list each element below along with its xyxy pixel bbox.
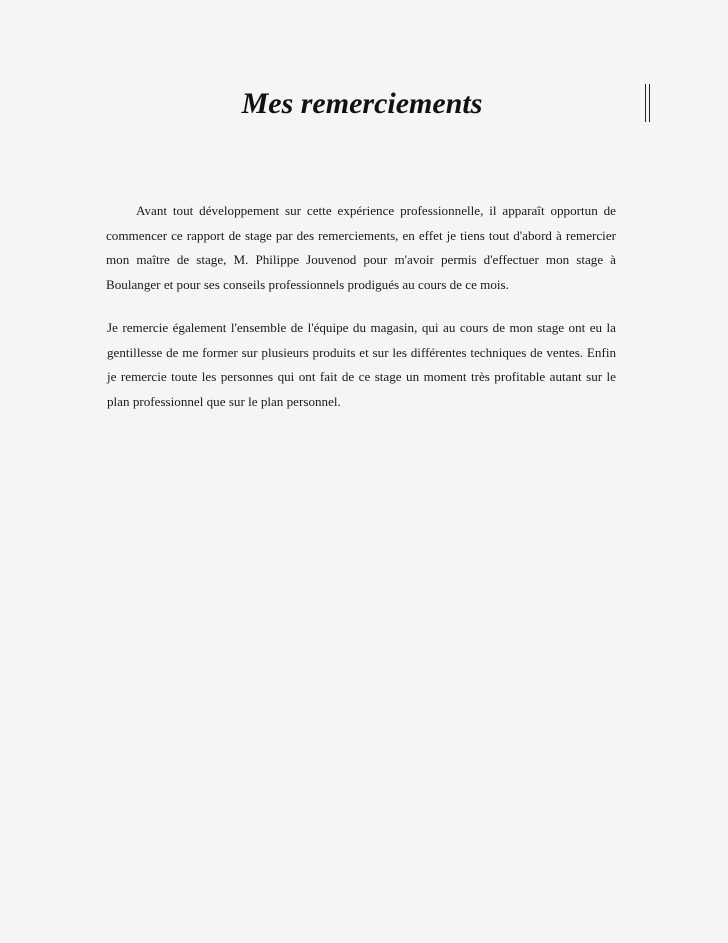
paragraph-intro: Avant tout développement sur cette expérience professionnelle, il apparaît opportun de commencer ce rapport de stage par des remerciements, en effet je tiens tout d'abord à remercier mon maître de stage, M. Philippe Jouvenod pour m'avoir permis d'effectuer mon stage à Boulanger et pour ses conseils professionnels prodigués au cours de ce mois.	[106, 203, 616, 292]
margin-bar-marker	[645, 84, 650, 122]
page-title: Mes remerciements	[241, 87, 483, 120]
paragraph-team-thanks: Je remercie également l'ensemble de l'équipe du magasin, qui au cours de mon stage ont eu la gentillesse de me former sur plusieurs produits et sur les différentes techniques de ventes. Enfin je remercie toute les personnes qui ont fait de ce stage un moment très profitable autant sur le plan professionnel que sur le plan personnel.	[107, 320, 616, 409]
